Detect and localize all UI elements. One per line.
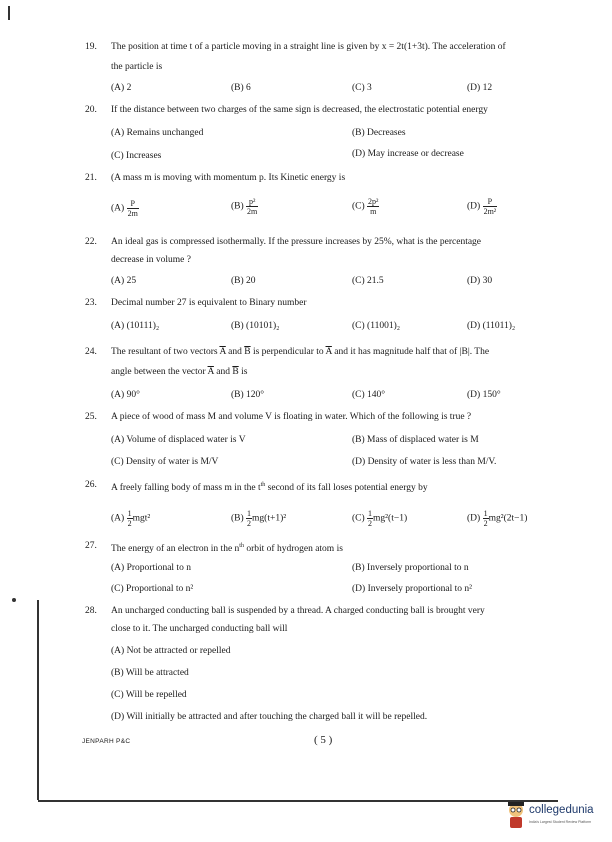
option-d: (D) (11011)₂ (467, 321, 516, 331)
text-part: A freely falling body of mass m in the t (111, 483, 261, 494)
text-part: The energy of an electron in the n (111, 544, 240, 555)
denominator: 2 (368, 519, 373, 528)
vector-b: $\overline{B}$ (232, 367, 239, 377)
option-a (111, 199, 139, 218)
option-a: (A) Remains unchanged (111, 128, 204, 138)
denominator: 2 (127, 519, 132, 528)
option-d: (D) Density of water is less than M/V. (352, 457, 497, 467)
option-d (467, 197, 497, 216)
question-text-cont: close to it. The uncharged conducting ball will (111, 624, 288, 634)
option-b (231, 197, 258, 216)
option-label: (C) (352, 513, 365, 524)
expression: mg²(t−1) (373, 513, 408, 524)
question-text: An uncharged conducting ball is suspended by a thread. A charged conducting ball is brought very (111, 606, 485, 616)
text-part: and it has magnitude half that of (331, 347, 460, 357)
option-b (231, 509, 286, 528)
option-c (352, 509, 407, 528)
fraction (483, 197, 498, 216)
option-a: (A) 90° (111, 390, 140, 400)
brand-tagline: India's Largest Student Review Platform (529, 820, 592, 824)
option-c: (C) 21.5 (352, 276, 384, 286)
option-a (111, 509, 150, 528)
question-text: A piece of wood of mass M and volume V is floating in water. Which of the following is true ? (111, 412, 472, 422)
superscript: th (239, 543, 244, 549)
numerator: 1 (247, 509, 252, 518)
vector-b: $\overline{B}$ (244, 347, 251, 357)
text-part: orbit of hydrogen atom is (243, 544, 343, 555)
option-c: (C) Density of water is M/V (111, 457, 219, 467)
question-number: 28. (85, 606, 97, 616)
question-text: The position at time t of a particle moving in a straight line is given by x = 2t(1+3t). The acceleration of (111, 42, 506, 52)
fraction (127, 199, 139, 218)
text-part: and (213, 367, 233, 377)
option-c: (C) 3 (352, 83, 372, 93)
text-part: and (225, 347, 245, 357)
question-number: 22. (85, 237, 97, 247)
question-number: 26. (85, 480, 97, 490)
fraction (246, 197, 258, 216)
question-text: (A mass m is moving with momentum p. Its Kinetic energy is (111, 173, 346, 183)
option-b: (B) Inversely proportional to n (352, 563, 469, 573)
option-label: (A) (111, 203, 125, 214)
option-d: (D) 30 (467, 276, 493, 286)
option-b: (B) 120° (231, 390, 265, 400)
expression: mgt² (132, 513, 151, 524)
text-part: second of its fall loses potential energy by (265, 483, 428, 494)
question-text: Decimal number 27 is equivalent to Binary number (111, 298, 307, 308)
vector-a: $\overline{A}$ (207, 367, 214, 377)
option-a: (A) 2 (111, 83, 132, 93)
numerator: 1 (368, 509, 373, 518)
page-number: ( 5 ) (314, 734, 333, 746)
text-part: is perpendicular to (250, 347, 326, 357)
option-c: (C) Will be repelled (111, 690, 187, 700)
option-label: (D) (467, 513, 481, 524)
denominator: 2m (127, 209, 138, 218)
question-text: If the distance between two charges of the same sign is decreased, the electrostatic potential energy (111, 105, 488, 115)
option-b: (B) 20 (231, 276, 256, 286)
option-b: (B) Will be attracted (111, 668, 189, 678)
question-number: 25. (85, 412, 97, 422)
option-d (467, 509, 527, 528)
question-text-cont: decrease in volume ? (111, 255, 191, 265)
option-d: (D) Will initially be attracted and after touching the charged ball it will be repelled. (111, 712, 428, 722)
option-b: (B) Decreases (352, 128, 406, 138)
option-a: (A) 25 (111, 276, 137, 286)
option-c (352, 197, 379, 216)
fraction (367, 197, 379, 216)
option-b: (B) (10101)₂ (231, 321, 280, 331)
vector-a: $\overline{A}$ (325, 347, 332, 357)
question-text (111, 346, 489, 358)
mascot-icon (505, 800, 527, 830)
option-c: (C) (11001)₂ (352, 321, 401, 331)
expression: mg(t+1)² (252, 513, 287, 524)
denominator: 2 (247, 519, 252, 528)
denominator: 2m (247, 207, 258, 216)
text-part: The resultant of two vectors (111, 347, 220, 357)
option-d: (D) May increase or decrease (352, 149, 464, 159)
numerator: P (127, 199, 139, 209)
text-part: . The (469, 347, 490, 357)
question-text-cont (111, 366, 247, 378)
numerator: 1 (127, 509, 132, 518)
question-text (111, 540, 343, 555)
denominator: m (370, 207, 377, 216)
question-text-cont: the particle is (111, 62, 163, 72)
option-b: (B) 6 (231, 83, 251, 93)
option-c: (C) Increases (111, 151, 162, 161)
scan-dot (12, 598, 16, 602)
numerator: 2p² (368, 197, 379, 206)
denominator: 2 (483, 519, 488, 528)
option-b: (B) Mass of displaced water is M (352, 435, 479, 445)
question-number: 20. (85, 105, 97, 115)
text-part: is (238, 367, 248, 377)
question-text (111, 479, 428, 494)
option-label: (B) (231, 201, 244, 212)
option-label: (C) (352, 201, 365, 212)
numerator: 1 (483, 509, 488, 518)
question-text: An ideal gas is compressed isothermally. If the pressure increases by 25%, what is the percentage (111, 237, 482, 247)
numerator: p² (246, 197, 258, 207)
denominator: 2m² (483, 207, 497, 216)
question-number: 19. (85, 42, 97, 52)
scan-mark-top (8, 6, 10, 20)
option-label: (B) (231, 513, 244, 524)
question-number: 23. (85, 298, 97, 308)
option-a: (A) Not be attracted or repelled (111, 646, 231, 656)
superscript: th (260, 482, 266, 488)
option-a: (A) (10111)₂ (111, 321, 160, 331)
numerator: P (483, 197, 498, 207)
scan-border-bottom (38, 800, 558, 802)
option-label: (D) (467, 201, 481, 212)
option-label: (A) (111, 513, 125, 524)
option-c: (C) Proportional to n² (111, 584, 194, 594)
brand-name: collegedunia (529, 804, 594, 816)
brand-logo (505, 798, 612, 838)
option-c: (C) 140° (352, 390, 386, 400)
vector-a: $\overline{A}$ (219, 347, 226, 357)
option-a: (A) Volume of displaced water is V (111, 435, 246, 445)
question-number: 24. (85, 347, 97, 357)
expression: mg²(2t−1) (488, 513, 528, 524)
question-number: 21. (85, 173, 97, 183)
option-a: (A) Proportional to n (111, 563, 191, 573)
option-d: (D) 12 (467, 83, 493, 93)
text-part: angle between the vector (111, 367, 208, 377)
option-d: (D) 150° (467, 390, 501, 400)
option-d: (D) Inversely proportional to n² (352, 584, 472, 594)
footer-code: JENPARH P&C (82, 738, 131, 745)
scan-border-left (37, 600, 39, 800)
vector-b-magnitude: |B| (459, 347, 470, 357)
question-number: 27. (85, 541, 97, 551)
